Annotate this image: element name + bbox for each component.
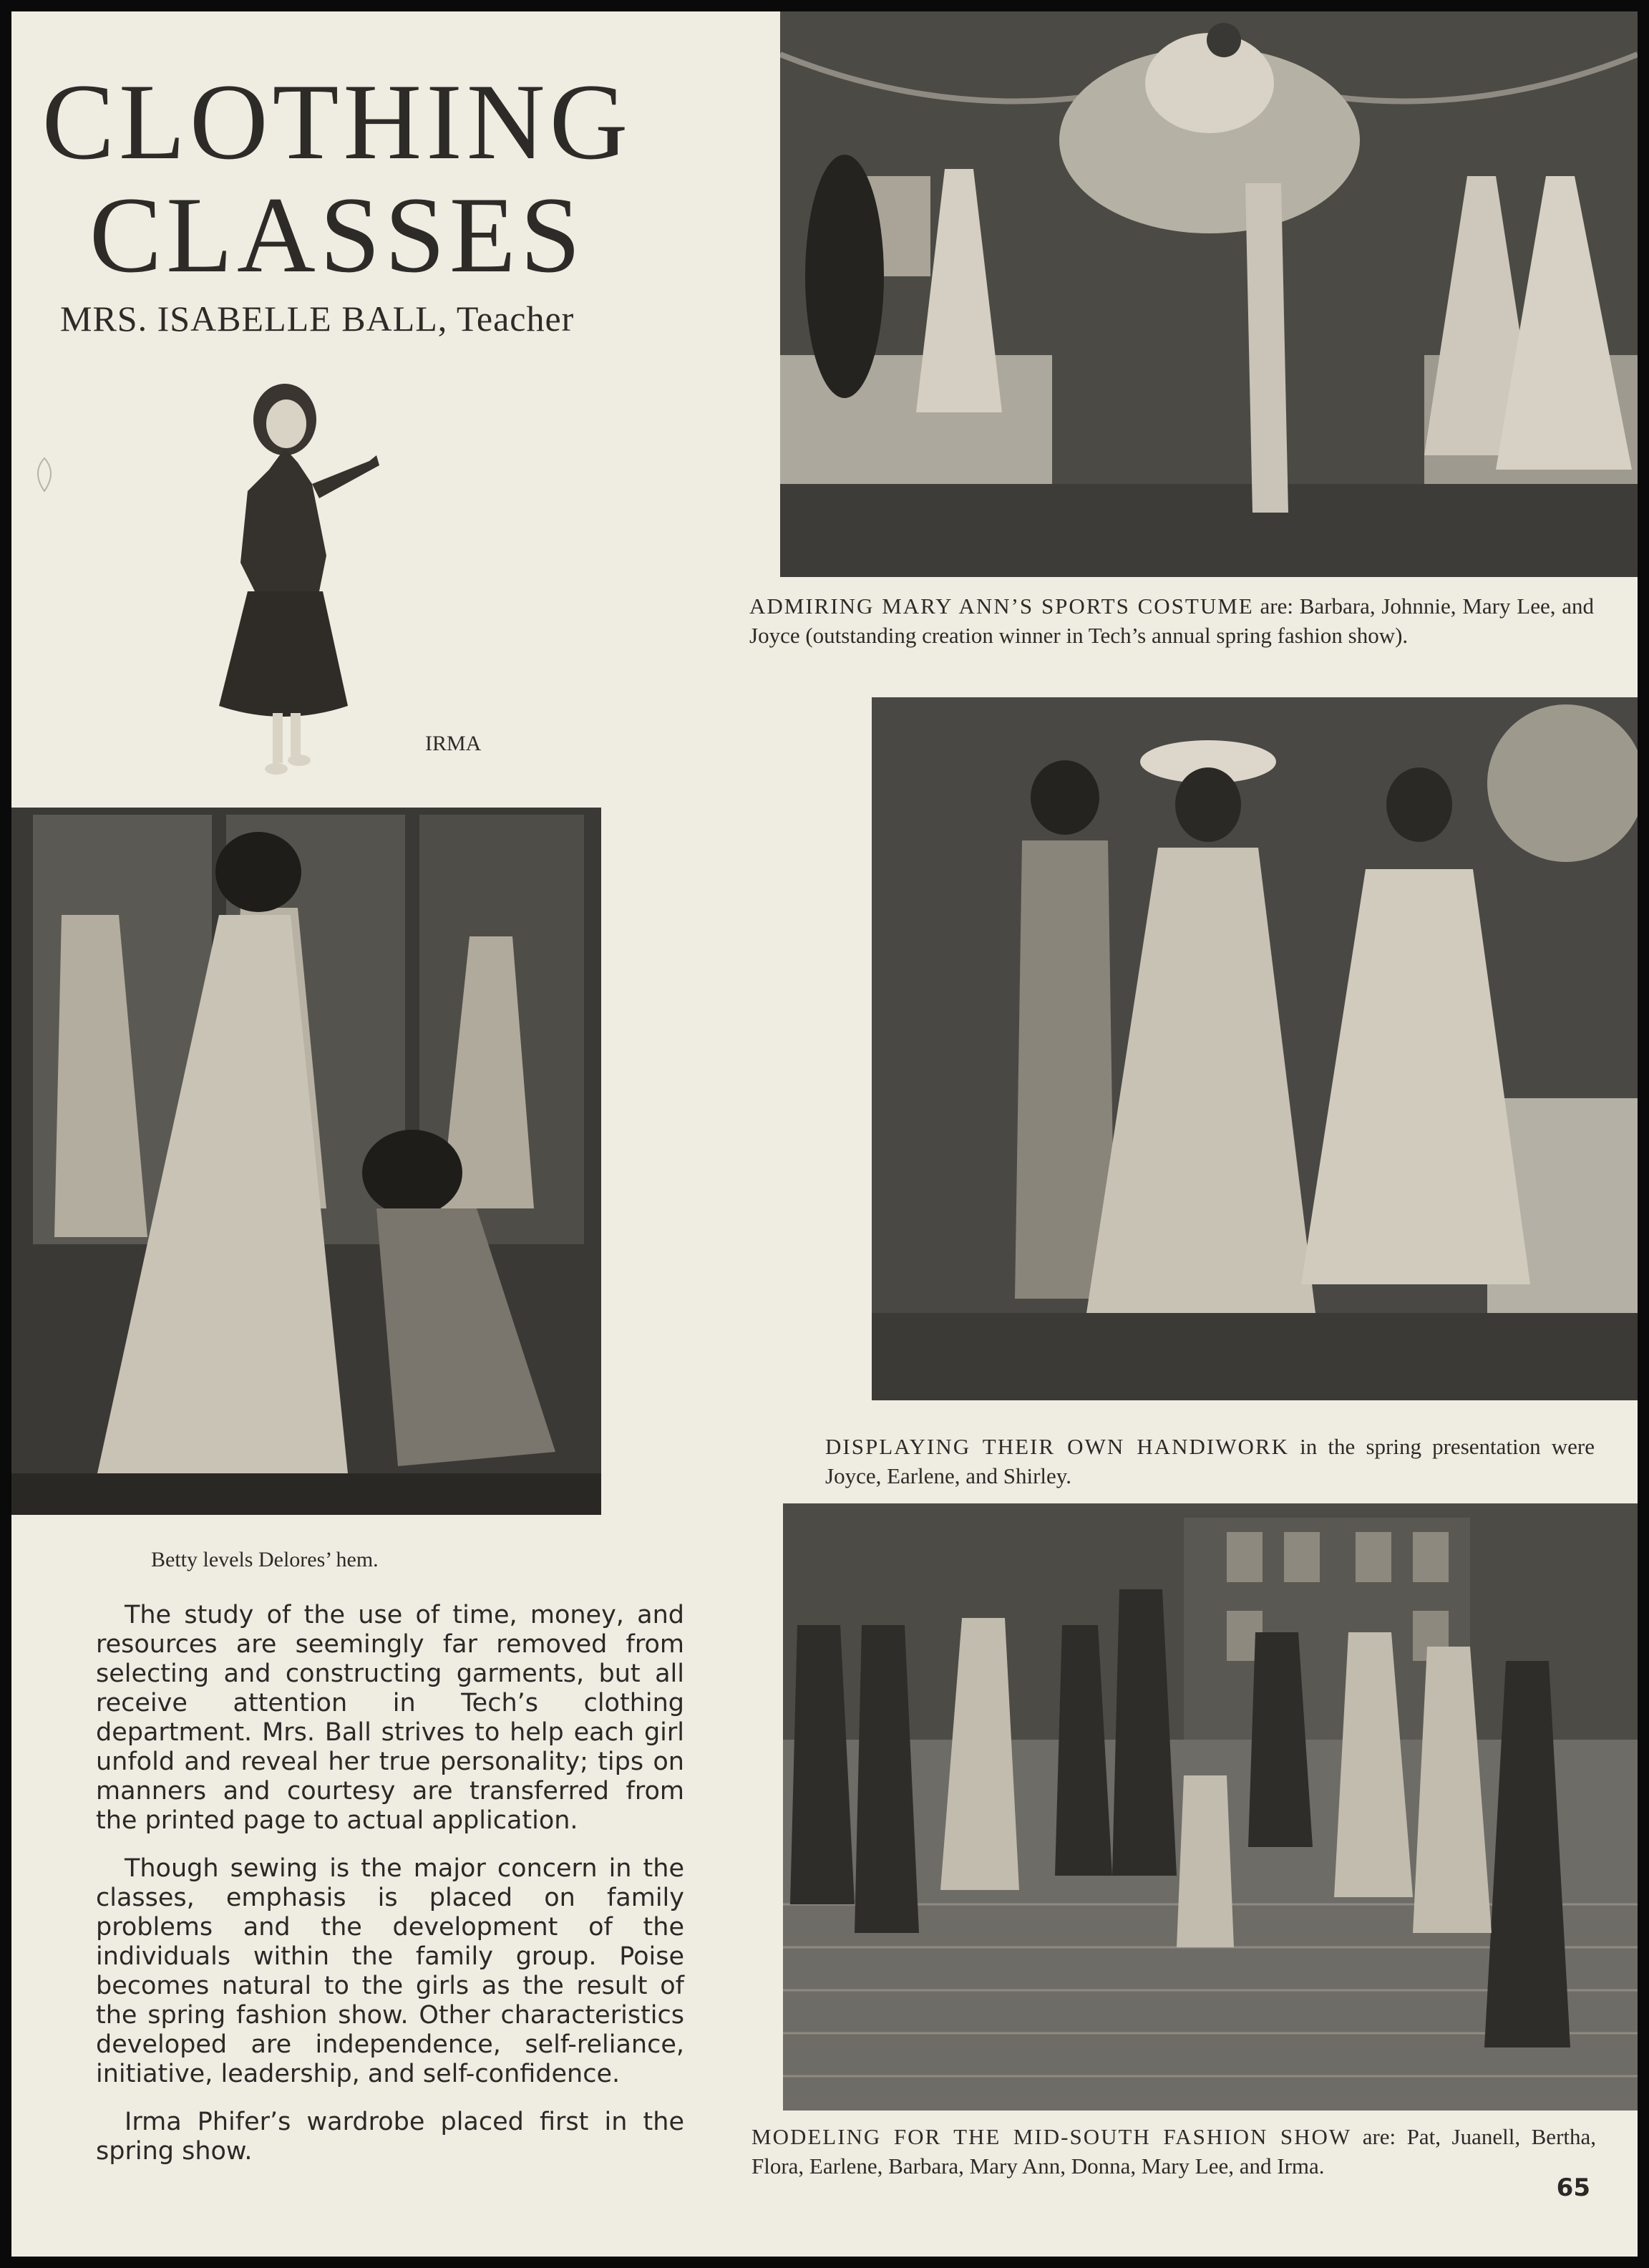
midsouth-group-photo xyxy=(783,1503,1638,2110)
leaf-ornament-icon xyxy=(30,457,59,493)
hem-caption: Betty levels Delores’ hem. xyxy=(151,1548,379,1571)
fashion-stage-photo xyxy=(780,11,1638,577)
body-paragraph-2: Though sewing is the major concern in the classes, emphasis is placed on family problems and the development of the individuals within the family group. Poise becomes natural to the girls as the result of the spring fashion show. Other characteristics developed are independence, self-reliance, initiative, leadership, and self-confidence. xyxy=(96,1854,684,2088)
midsouth-photo-caption xyxy=(751,2122,1596,2181)
midsouth-caption-lead: MODELING FOR THE MID-SOUTH FASHION SHOW xyxy=(751,2124,1352,2149)
hem-photo xyxy=(11,808,601,1515)
page-title-line1: CLOTHING xyxy=(42,62,633,182)
stage-photo-caption xyxy=(749,591,1594,650)
handiwork-caption-rest: in the spring presentation were Joyce, Earlene, and Shirley. xyxy=(825,1434,1595,1488)
page-number: 65 xyxy=(1556,2174,1590,2202)
article-body xyxy=(96,1601,684,2185)
yearbook-page xyxy=(11,11,1638,2257)
handiwork-photo xyxy=(872,697,1638,1400)
stage-caption-lead: ADMIRING MARY ANN’S SPORTS COSTUME xyxy=(749,593,1254,619)
midsouth-caption-rest: are: Pat, Juanell, Bertha, Flora, Earlene, Barbara, Mary Ann, Donna, Mary Lee, and Irma. xyxy=(751,2124,1597,2179)
body-paragraph-1: The study of the use of time, money, and resources are seemingly far removed from selecting and constructing garments, but all receive attention in Tech’s clothing department. Mrs. Ball strives to help each girl unfold and reveal her true personality; tips on manners and courtesy are transferred from the printed page to actual application. xyxy=(96,1601,684,1835)
page-title-line2: CLASSES xyxy=(89,175,585,295)
teacher-name: MRS. ISABELLE BALL, Teacher xyxy=(60,299,575,339)
irma-label: IRMA xyxy=(425,732,482,755)
stage-caption-rest: are: Barbara, Johnnie, Mary Lee, and Joyce (outstanding creation winner in Tech’s annual spring fashion show). xyxy=(749,593,1595,648)
handiwork-caption-lead: DISPLAYING THEIR OWN HANDIWORK xyxy=(825,1434,1289,1459)
body-paragraph-3: Irma Phifer’s wardrobe placed first in the spring show. xyxy=(96,2108,684,2166)
handiwork-photo-caption xyxy=(825,1432,1595,1491)
irma-portrait xyxy=(205,377,391,799)
